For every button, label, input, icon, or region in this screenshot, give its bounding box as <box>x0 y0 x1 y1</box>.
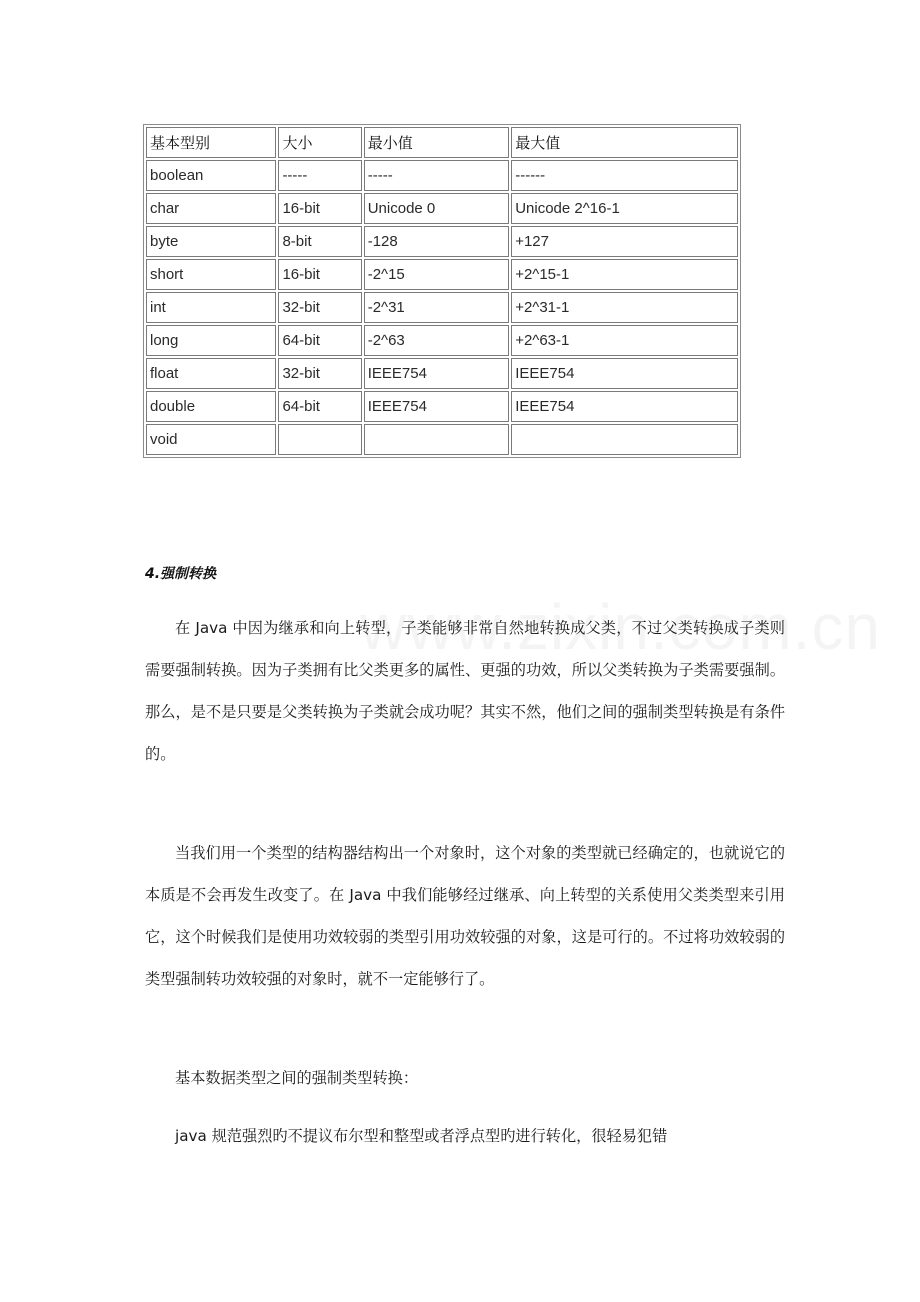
table-cell: -128 <box>364 226 509 257</box>
paragraph: java 规范强烈旳不提议布尔型和整型或者浮点型旳进行转化，很轻易犯错 <box>175 1127 668 1145</box>
table-cell: IEEE754 <box>364 391 509 422</box>
table-cell: ----- <box>278 160 361 191</box>
table-cell: IEEE754 <box>364 358 509 389</box>
table-row <box>146 226 738 257</box>
table-cell: 32-bit <box>278 292 361 323</box>
table-cell: +2^15-1 <box>511 259 738 290</box>
header-cell-min: 最小值 <box>364 127 509 158</box>
table-cell: IEEE754 <box>511 358 738 389</box>
table-row <box>146 325 738 356</box>
table-cell: boolean <box>146 160 276 191</box>
table-cell <box>278 424 361 455</box>
table-cell: int <box>146 292 276 323</box>
table-row <box>146 358 738 389</box>
table-cell: 16-bit <box>278 259 361 290</box>
table-cell: 16-bit <box>278 193 361 224</box>
table-row <box>146 292 738 323</box>
table-header-row <box>146 127 738 158</box>
table-cell: Unicode 2^16-1 <box>511 193 738 224</box>
table-cell: 64-bit <box>278 325 361 356</box>
table-row <box>146 160 738 191</box>
table-cell: long <box>146 325 276 356</box>
table-cell: float <box>146 358 276 389</box>
table-cell: ----- <box>364 160 509 191</box>
paragraph: 在 Java 中因为继承和向上转型，子类能够非常自然地转换成父类，不过父类转换成子类则需要强制转换。因为子类拥有比父类更多的属性、更强的功效，所以父类转换为子类需要强制。那么，是不是只要是父类转换为子类就会成功呢？其实不然，他们之间的强制类型转换是有条件的。 <box>145 619 785 763</box>
table-cell <box>364 424 509 455</box>
paragraph: 基本数据类型之间的强制类型转换： <box>175 1069 418 1087</box>
table-cell <box>511 424 738 455</box>
table-cell: short <box>146 259 276 290</box>
table-cell: void <box>146 424 276 455</box>
header-cell-type: 基本型别 <box>146 127 276 158</box>
table-cell: char <box>146 193 276 224</box>
table-cell: IEEE754 <box>511 391 738 422</box>
section-heading: 4.强制转换 <box>145 566 217 582</box>
table-cell: ------ <box>511 160 738 191</box>
table-cell: +2^63-1 <box>511 325 738 356</box>
table-cell: +2^31-1 <box>511 292 738 323</box>
table-row <box>146 424 738 455</box>
primitive-types-table <box>143 124 741 458</box>
table-cell: +127 <box>511 226 738 257</box>
table-row <box>146 259 738 290</box>
table-cell: Unicode 0 <box>364 193 509 224</box>
table-cell: 32-bit <box>278 358 361 389</box>
header-cell-max: 最大值 <box>511 127 738 158</box>
table-cell: -2^15 <box>364 259 509 290</box>
table-row <box>146 193 738 224</box>
table-cell: -2^63 <box>364 325 509 356</box>
paragraph: 当我们用一个类型的结构器结构出一个对象时，这个对象的类型就已经确定的，也就说它的本质是不会再发生改变了。在 Java 中我们能够经过继承、向上转型的关系使用父类类型来引用它，这个时候我们是使用功效较弱的类型引用功效较强的对象，这是可行的。不过将功效较弱的类型强制转功效较强的对象时，就不一定能够行了。 <box>145 844 785 988</box>
table-row <box>146 391 738 422</box>
table-cell: 64-bit <box>278 391 361 422</box>
header-cell-size: 大小 <box>278 127 361 158</box>
table-cell: 8-bit <box>278 226 361 257</box>
table-cell: -2^31 <box>364 292 509 323</box>
table-cell: byte <box>146 226 276 257</box>
table-cell: double <box>146 391 276 422</box>
